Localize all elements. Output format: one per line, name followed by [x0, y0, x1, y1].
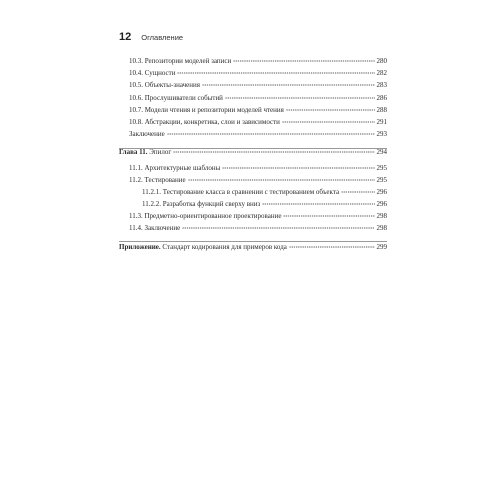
toc-entry-page: 295: [376, 175, 387, 184]
running-title: Оглавление: [141, 33, 184, 42]
dot-leader: [202, 79, 375, 86]
toc-entry-page: 296: [376, 187, 387, 196]
toc-entry-page: 298: [376, 212, 387, 221]
dot-leader: [182, 222, 374, 229]
dot-leader: [282, 116, 375, 123]
table-of-contents: [119, 55, 387, 253]
toc-entry-page: 288: [376, 105, 387, 114]
toc-entry-label: 11.1. Архитектурные шаблоны: [129, 163, 221, 172]
toc-entry-label: 11.3. Предметно-ориентированное проектирование: [129, 212, 282, 221]
toc-entry-label: 10.5. Объекты-значения: [129, 81, 200, 90]
dot-leader: [283, 210, 374, 217]
chapter-title: Эпилог: [147, 148, 172, 157]
toc-entry: [119, 55, 387, 67]
dot-leader: [177, 67, 374, 74]
chapter-number: Глава 11.: [119, 148, 148, 157]
dot-leader: [341, 186, 374, 193]
toc-entry: [119, 162, 387, 174]
toc-entry-label: 11.2.1. Тестирование класса в сравнении с тестированием объекта: [142, 187, 340, 196]
toc-entry-label: Заключение: [129, 130, 165, 139]
toc-entry-page: 282: [376, 69, 387, 78]
dot-leader: [188, 174, 375, 181]
toc-entry-page: 294: [376, 148, 387, 157]
toc-entry: [119, 79, 387, 91]
dot-leader: [262, 198, 374, 205]
toc-entry-page: 299: [376, 242, 387, 251]
toc-entry-page: 298: [376, 224, 387, 233]
dot-leader: [289, 241, 375, 248]
toc-subentry: [119, 198, 387, 210]
toc-entry: [119, 116, 387, 128]
dot-leader: [173, 146, 374, 153]
dot-leader: [286, 104, 375, 111]
toc-entry: [119, 222, 387, 234]
toc-entry: [119, 210, 387, 222]
dot-leader: [167, 128, 375, 135]
toc-entry-label: 11.2.2. Разработка функций сверху вниз: [142, 200, 261, 209]
appendix-title: Стандарт кодирования для примеров кода: [160, 242, 287, 251]
page-number: 12: [119, 31, 132, 43]
toc-entry-page: 295: [376, 163, 387, 172]
toc-entry-label: 10.6. Прослушиватели событий: [129, 93, 223, 102]
toc-entry-label: 10.3. Репозитории моделей записи: [129, 57, 232, 65]
dot-leader: [222, 162, 374, 169]
toc-entry: [119, 104, 387, 116]
toc-entry-label: [119, 241, 288, 253]
dot-leader: [233, 55, 374, 62]
toc-entry-label: 11.2. Тестирование: [129, 175, 186, 184]
toc-entry: [119, 67, 387, 79]
toc-appendix-entry: [119, 241, 387, 253]
toc-entry-label: 10.7. Модели чтения и репозитории моделей чтения: [129, 105, 284, 114]
toc-entry-label: [119, 146, 172, 158]
appendix-label: Приложение.: [119, 242, 161, 251]
toc-entry-label: 10.4. Сущности: [129, 69, 176, 78]
toc-subentry: [119, 186, 387, 198]
dot-leader: [225, 92, 375, 99]
toc-chapter-entry: [119, 146, 387, 158]
toc-entry: [119, 92, 387, 104]
toc-entry-label: 11.4. Заключение: [129, 224, 181, 233]
toc-entry: [119, 128, 387, 140]
toc-entry-page: 296: [376, 200, 387, 209]
toc-entry-page: 280: [376, 57, 387, 65]
toc-entry: [119, 174, 387, 186]
toc-entry-label: 10.8. Абстракции, конкретика, слои и зависимости: [129, 117, 280, 126]
page-header: [119, 31, 183, 43]
toc-entry-page: 293: [376, 130, 387, 139]
toc-entry-page: 291: [376, 117, 387, 126]
toc-entry-page: 283: [376, 81, 387, 90]
toc-entry-page: 286: [376, 93, 387, 102]
